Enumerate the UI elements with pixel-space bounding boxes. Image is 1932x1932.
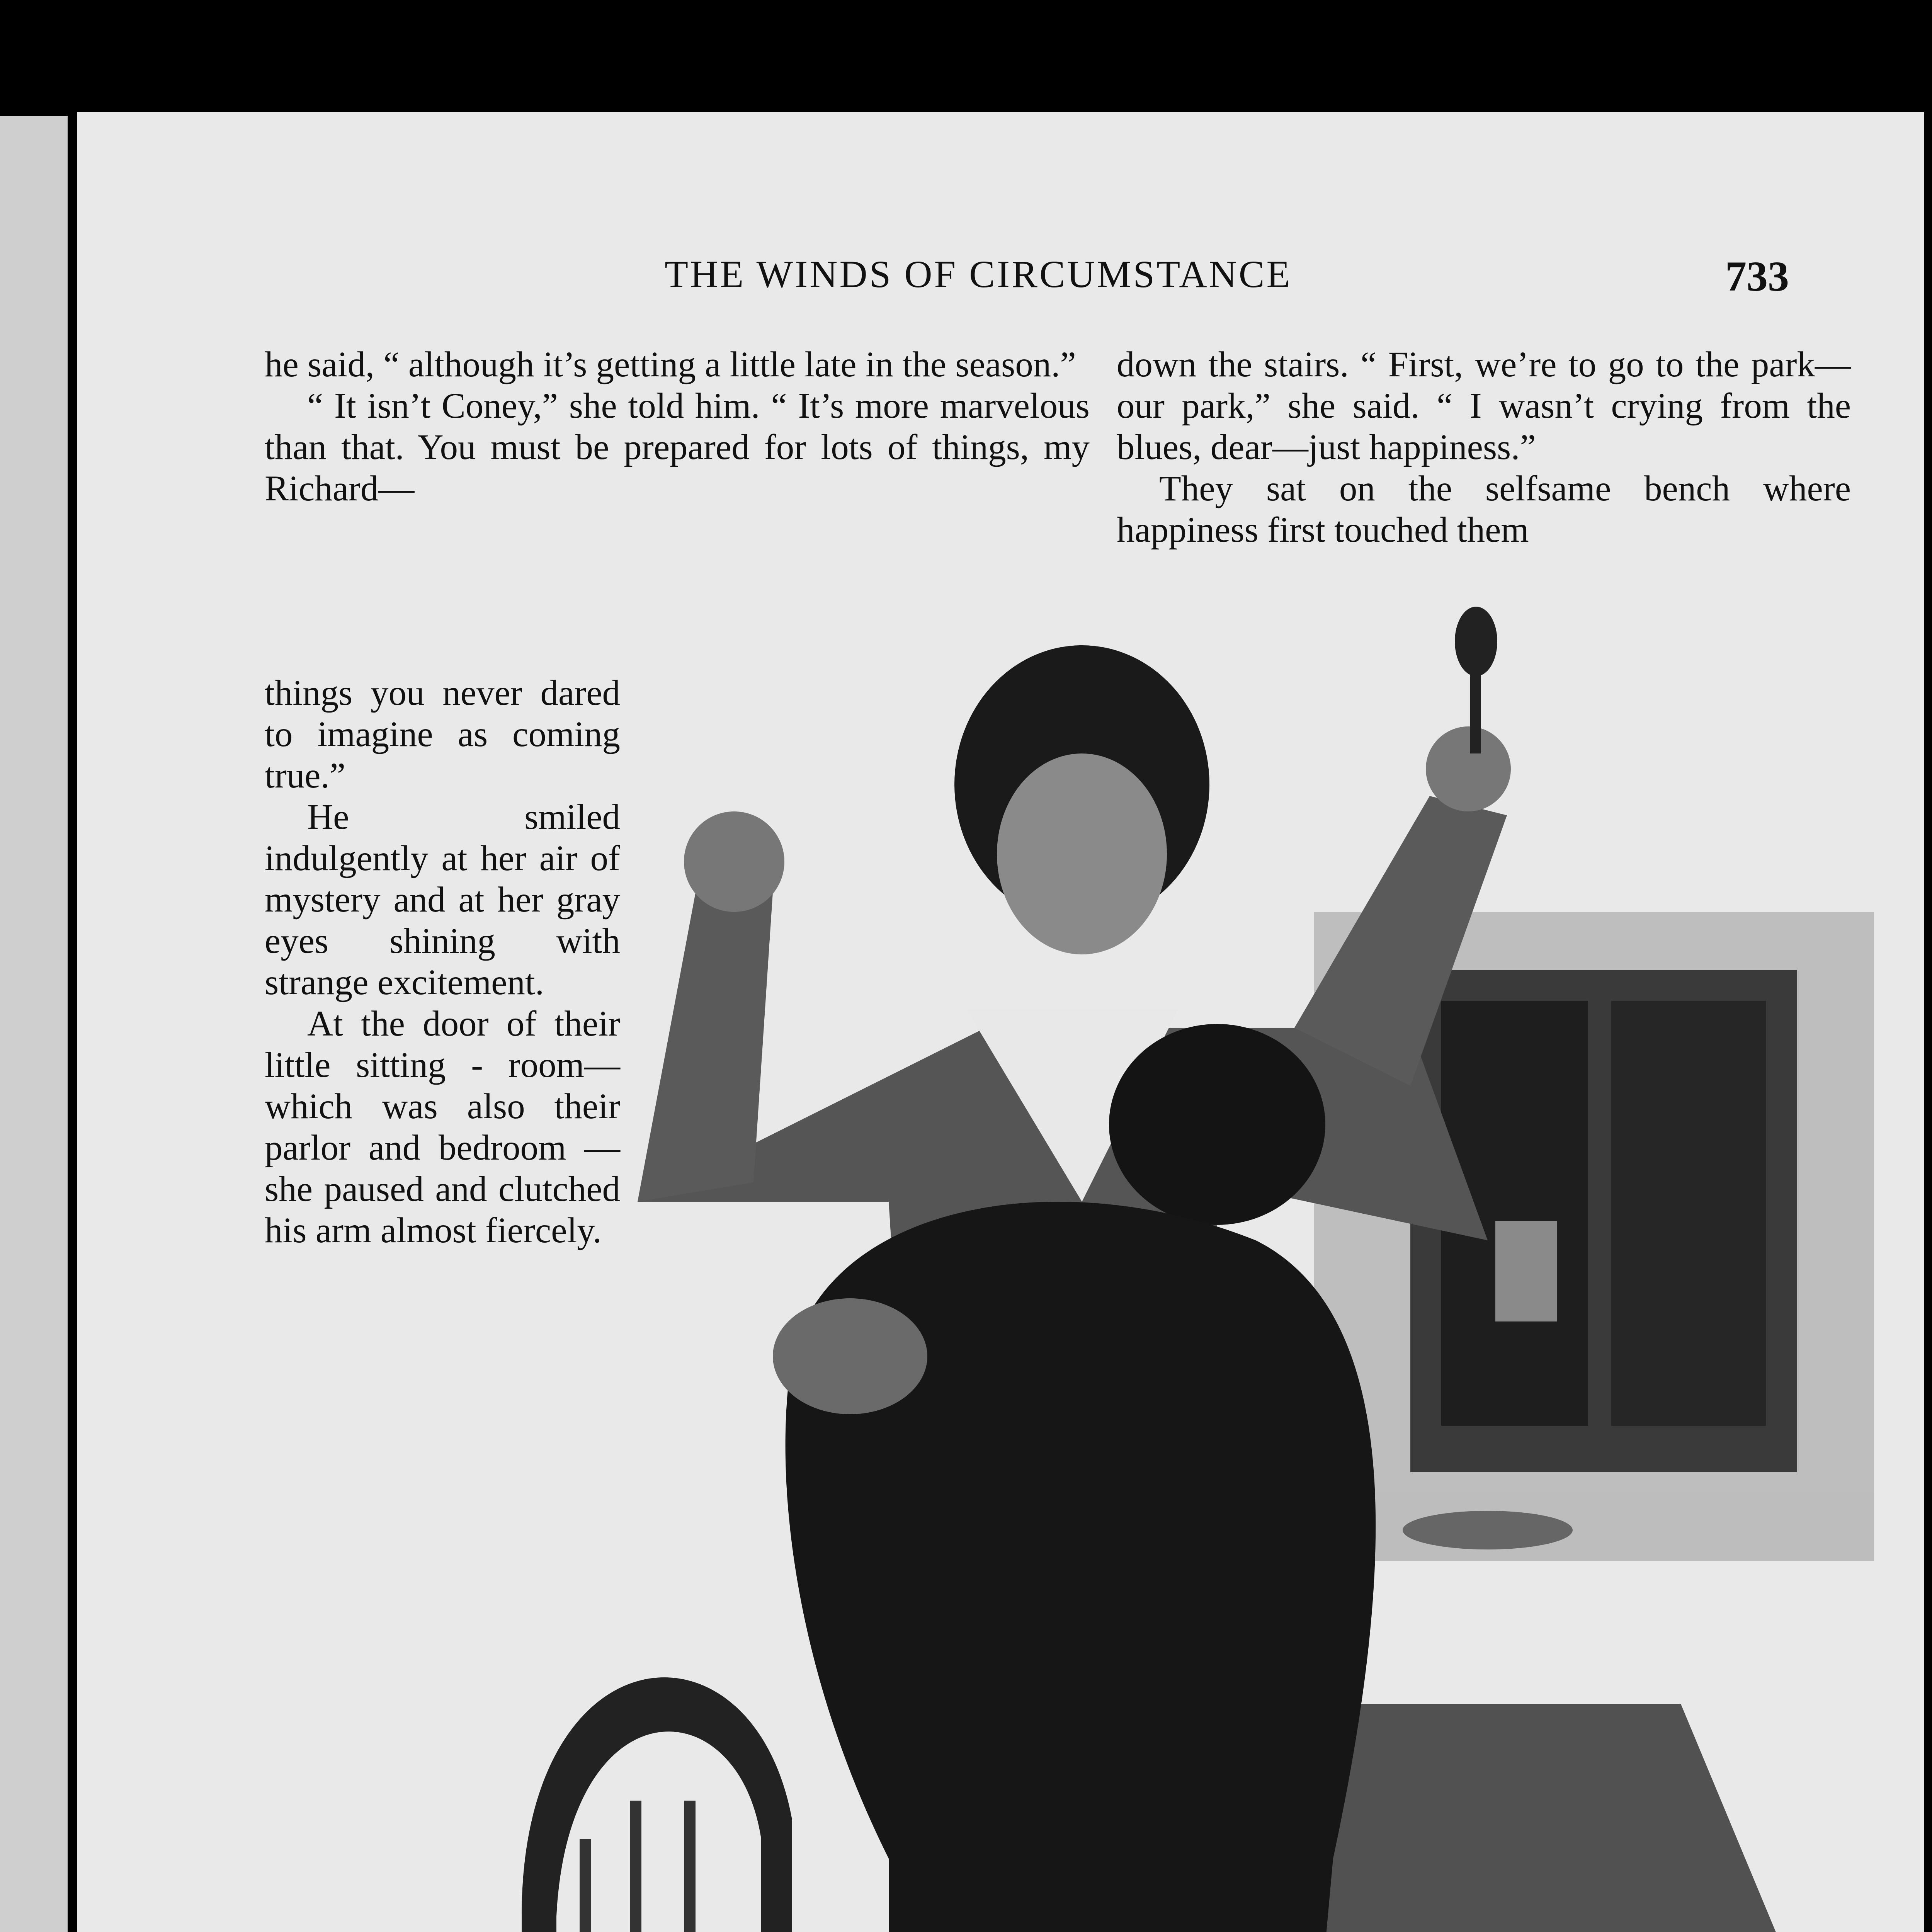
paragraph: he said, “ although it’s getting a little late in the season.” — [265, 345, 1076, 384]
paragraph: things you never dared to imagine as coming true.” — [265, 673, 620, 796]
text-column-left-top — [265, 344, 1090, 509]
paragraph: He smiled indulgently at her air of mystery and at her gray eyes shining with strange excitement. — [265, 797, 620, 1002]
paragraph: down the stairs. “ First, we’re to go to the park—our park,” she said. “ I wasn’t crying from the blues, dear—just happiness.” — [1117, 345, 1851, 467]
paragraph: They sat on the selfsame bench where happiness first touched them — [1117, 469, 1851, 550]
page-header — [77, 252, 1924, 306]
running-head: THE WINDS OF CIRCUMSTANCE — [665, 253, 1292, 296]
page-number: 733 — [1725, 253, 1789, 300]
magazine-page — [77, 112, 1924, 1932]
text-column-right-top — [1117, 344, 1851, 551]
illustration-drawing — [522, 583, 1932, 1932]
book-gutter-strip — [0, 116, 68, 1932]
couple-embrace-illustration — [522, 583, 1932, 1932]
paragraph: At the door of their little sitting - room—which was also their parlor and bedroom — she paused and clutched his arm almost fiercely. — [265, 1004, 620, 1250]
paragraph: “ It isn’t Coney,” she told him. “ It’s more marvelous than that. You must be prepared for lots of things, my Richard— — [265, 386, 1090, 509]
